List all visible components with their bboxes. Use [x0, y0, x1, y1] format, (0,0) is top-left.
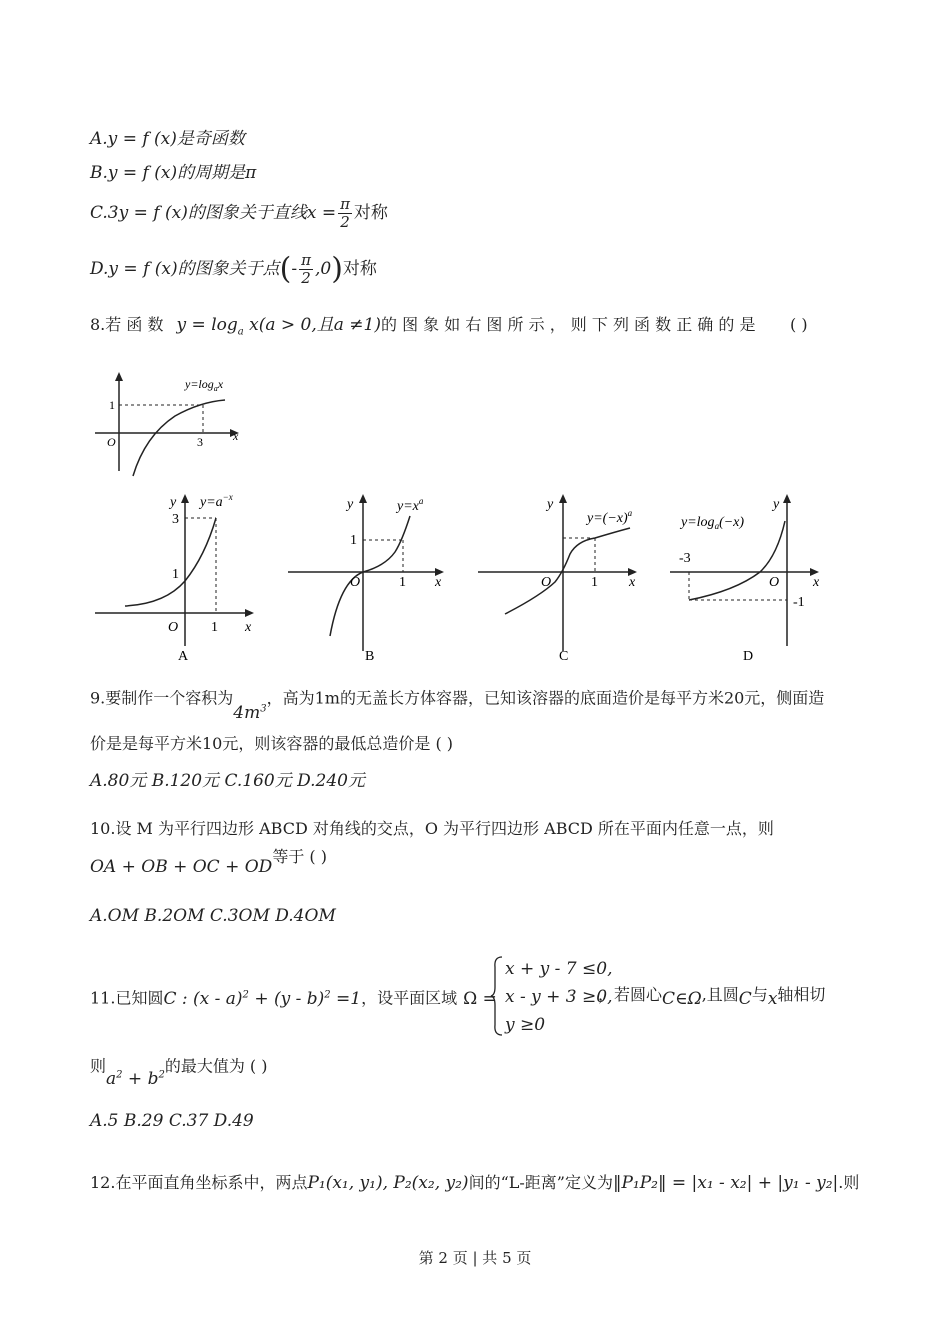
exp-curve [125, 518, 216, 606]
function-label: $y=(-x)^a$ [587, 508, 633, 526]
origin-label: O [769, 575, 780, 590]
q7-option-b: B.y = f (x)的周期是π [90, 163, 257, 183]
q8-answer-bracket: ( ) [790, 315, 808, 334]
tick-x1: 1 [399, 575, 406, 590]
tick-x1: 1 [211, 620, 218, 635]
volume-value: 4m [233, 702, 261, 723]
function-label: $y=a^{-x}$ [200, 492, 233, 510]
tick-neg3: -3 [679, 551, 691, 566]
q10-suffix: 等于 ( ) [272, 847, 327, 866]
q11-then: 则 [90, 1056, 107, 1076]
q11-cond-text4: 轴相切 [777, 985, 826, 1004]
tick-x1: 1 [591, 575, 598, 590]
origin-label: O [350, 575, 361, 590]
minus-sign: - [291, 259, 298, 279]
q7-option-d-fraction [299, 252, 313, 287]
q8-stem-suffix: 的 图 象 如 右 图 所 示 ， 则 下 列 函 数 正 确 的 是 [381, 315, 756, 334]
q7-option-d-text: D.y = f (x)的图象关于点 [90, 259, 280, 279]
q11-condition [598, 984, 826, 1009]
curve-label: $y=\log_ax$ [185, 377, 224, 393]
tick-neg1: -1 [793, 595, 805, 610]
fraction-numerator: π [301, 251, 311, 269]
q11-system-row3: y ≥0 [505, 1015, 546, 1035]
graph-c [475, 486, 655, 666]
graph-b [285, 486, 455, 666]
q7-option-a: A.y = f (x)是奇函数 [90, 129, 245, 149]
origin-label: O [541, 575, 552, 590]
tick-3: 3 [172, 512, 179, 527]
q7-option-d-point: ,0 [314, 259, 332, 279]
q11-circle-c: C [738, 989, 752, 1009]
y-label: y [547, 497, 554, 512]
y-axis-arrow [359, 494, 367, 503]
function-label: $y=x^a$ [397, 496, 424, 514]
y-axis-arrow [783, 494, 791, 503]
q11-mid: ，设平面区域 [361, 988, 458, 1008]
q11-expr: $a^2 + b^2$ [106, 1068, 165, 1089]
q8-stem [90, 314, 755, 343]
y-axis-arrow [181, 494, 189, 503]
q9-line2: 价是是每平方米10元，则该容器的最低总造价是 ( ) [90, 734, 454, 753]
q11-line2 [90, 1052, 268, 1089]
y-axis-arrow [115, 372, 123, 381]
exp1: 2 [242, 989, 249, 1000]
fraction-denominator: 2 [301, 269, 311, 287]
q11-system-brace [490, 955, 504, 1037]
q8-stem-prefix: 8.若 函 数 [90, 315, 164, 334]
graph-label-d: D [743, 649, 754, 664]
q8-main-graph [85, 366, 255, 481]
tick-1: 1 [109, 398, 115, 412]
q9-line1 [90, 684, 825, 723]
y-label: y [170, 495, 177, 510]
q11-x-axis: x [767, 989, 778, 1009]
log-curve [133, 400, 225, 476]
q11-suffix: 的最大值为 ( ) [164, 1056, 268, 1076]
q7-option-c [90, 196, 388, 231]
q11-cond-text: ，若圆心 [598, 985, 663, 1004]
q11-prefix: 11.已知圆 [90, 988, 164, 1008]
q10-line2 [90, 846, 327, 877]
q11-cond-text3: 与 [751, 985, 768, 1004]
x-label: x [629, 575, 636, 590]
q7-option-d [90, 252, 377, 287]
q11-circle-eq [163, 989, 361, 1009]
x-axis-arrow [245, 609, 254, 617]
tick-1: 1 [350, 533, 357, 548]
q11-options: A.5 B.29 C.37 D.49 [90, 1111, 254, 1131]
circle-part1: C : (x - a) [163, 988, 243, 1009]
q9-volume [233, 703, 266, 723]
y-axis-arrow [559, 494, 567, 503]
q9-options: A.80元 B.120元 C.160元 D.240元 [90, 771, 365, 791]
graph-a [90, 486, 265, 666]
omega-symbol: Ω = [463, 988, 497, 1009]
q12-suffix: .则 [838, 1173, 860, 1192]
x-label: x [813, 575, 820, 590]
q10-options: A.OM B.2OM C.3OM D.4OM [90, 906, 336, 926]
q7-option-c-text: C.3y = f (x)的图象关于直线x = [90, 203, 337, 223]
graph-label-a: A [178, 649, 189, 664]
fraction-numerator: π [340, 195, 350, 213]
q12-line1 [90, 1172, 859, 1194]
origin-label: O [168, 620, 179, 635]
q8-formula [176, 315, 381, 338]
q12-prefix: 12.在平面直角坐标系中，两点 [90, 1173, 308, 1192]
y-label: y [347, 497, 354, 512]
power-curve [330, 516, 410, 636]
origin-label: O [107, 435, 116, 449]
q12-mid: 间的“L-距离”定义为 [468, 1173, 613, 1192]
y-label: y [773, 497, 780, 512]
graph-d [665, 486, 840, 666]
q10-vector-sum: OA + OB + OC + OD [90, 857, 273, 877]
page-footer: 第 2 页 | 共 5 页 [418, 1249, 532, 1267]
q7-option-c-fraction [338, 196, 352, 231]
fraction-denominator: 2 [340, 213, 350, 231]
x-label: x [245, 620, 252, 635]
q9-suffix: ，高为1m的无盖长方体容器，已知该溶器的底面造价是每平方米20元，侧面造 [266, 688, 825, 708]
volume-exponent: 3 [260, 703, 267, 714]
q12-points: P₁(x₁, y₁), P₂(x₂, y₂) [307, 1173, 469, 1193]
q11-cond-text2: ,且圆 [701, 985, 739, 1004]
graph-label-b: B [365, 649, 375, 664]
x-label: x [435, 575, 442, 590]
q11-system-row2: x - y + 3 ≥0, [505, 987, 613, 1007]
circle-part3: =1 [330, 988, 362, 1009]
x-label: x [233, 429, 239, 443]
right-paren: ) [331, 251, 343, 287]
left-paren: ( [279, 251, 292, 287]
formula-log: y = log [176, 315, 238, 335]
q11-line1 [90, 984, 497, 1010]
q11-cond-expr: C∈Ω [662, 989, 702, 1009]
tick-1: 1 [172, 567, 179, 582]
formula-rest: x(a > 0,且a ≠1) [249, 315, 381, 335]
exp2: 2 [324, 989, 331, 1000]
formula-sub: a [237, 326, 244, 338]
q10-line1: 10.设 M 为平行四边形 ABCD 对角线的交点，O 为平行四边形 ABCD 所在平面内任意一点，则 [90, 819, 774, 838]
graph-label-c: C [559, 649, 569, 664]
function-label: $y=\log_a(-x)$ [681, 515, 745, 531]
circle-part2: + (y - b) [248, 988, 325, 1009]
tick-3: 3 [197, 435, 203, 449]
power-curve [505, 528, 630, 614]
q9-prefix: 9.要制作一个容积为 [90, 688, 234, 708]
q7-option-c-suffix: 对称 [353, 203, 388, 223]
q11-system-row1: x + y - 7 ≤0, [505, 959, 613, 979]
q7-option-d-suffix: 对称 [342, 259, 377, 279]
q12-formula: ‖P₁P₂‖ = |x₁ - x₂| + |y₁ - y₂| [612, 1173, 839, 1193]
